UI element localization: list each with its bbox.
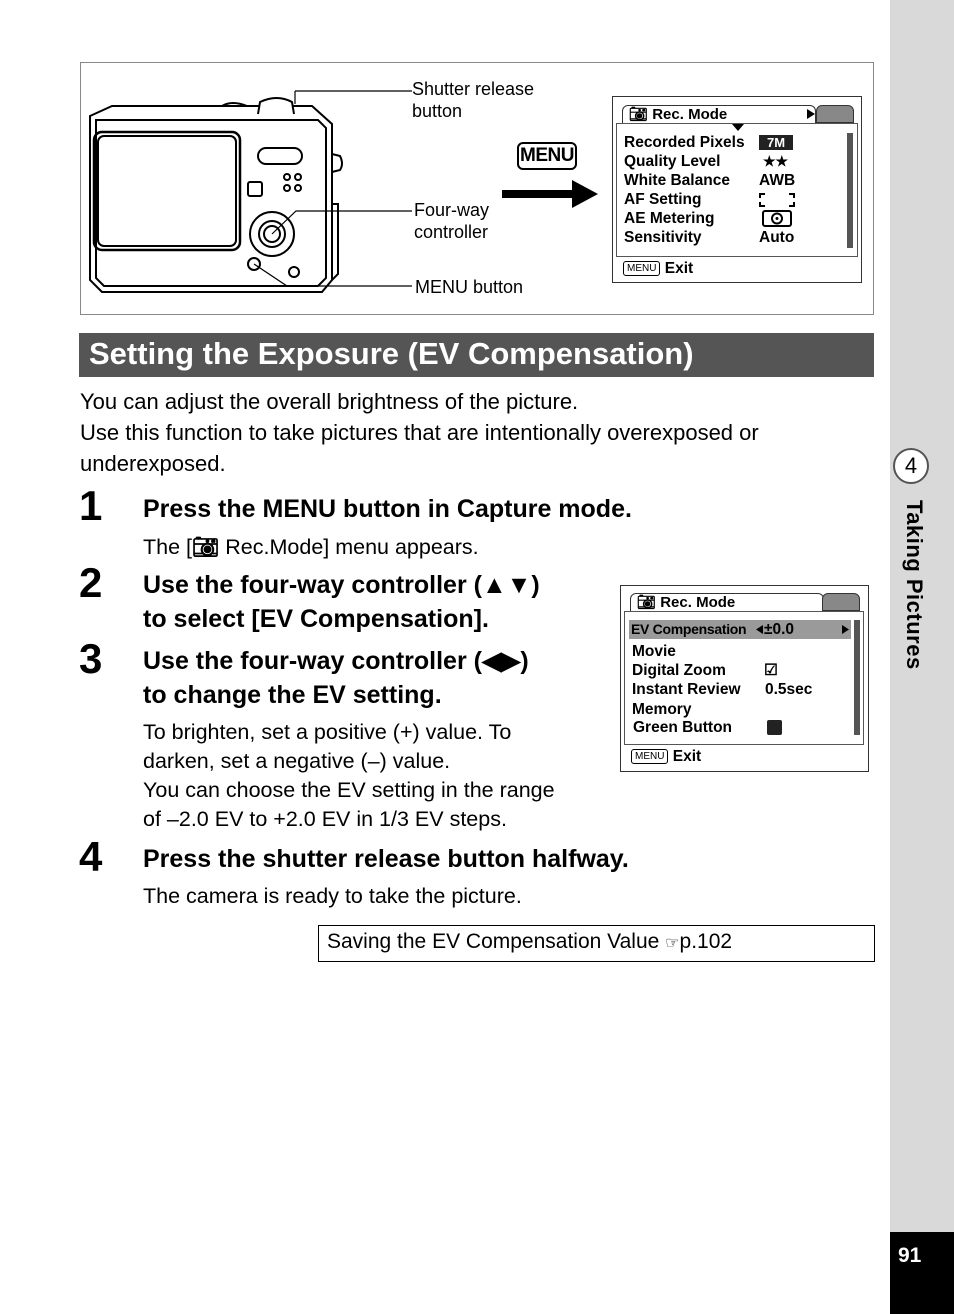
menu-key-icon: MENU — [631, 749, 668, 764]
step-title: to select [EV Compensation]. — [143, 605, 489, 633]
ev-compensation-label: EV Compensation — [631, 621, 747, 637]
af-frame-icon — [759, 193, 795, 207]
shutter-release-label-line1: Shutter release — [412, 79, 535, 99]
scrollbar — [854, 620, 860, 735]
page-reference-icon: ☞ — [665, 935, 680, 952]
camera-icon: 📷︎ — [629, 106, 649, 123]
green-button-icon — [767, 720, 782, 735]
step-number: 1 — [79, 482, 103, 529]
menu-key-icon: MENU — [623, 261, 660, 276]
step-title: Press the MENU button in Capture mode. — [143, 495, 632, 523]
setup-tab-wrench-icon — [822, 593, 860, 611]
page-number: 91 — [898, 1244, 922, 1267]
menu-item-label: AE Metering — [624, 210, 715, 227]
step-title: to change the EV setting. — [143, 681, 442, 709]
menu-button-label: MENU button — [415, 277, 524, 297]
intro-line: underexposed. — [80, 451, 226, 476]
four-way-label-line1: Four-way — [414, 200, 490, 220]
setup-tab-wrench-icon — [816, 105, 854, 123]
instant-review-value: 0.5sec — [765, 681, 813, 698]
rec-mode-tab: 📷︎ Rec. Mode — [622, 105, 816, 123]
digital-zoom-checkbox-icon: ☑ — [764, 662, 778, 679]
camera-icon: 📷︎ — [637, 594, 657, 611]
white-balance-value: AWB — [759, 172, 796, 189]
exit-label: Exit — [672, 748, 702, 765]
quality-level-value: ★★ — [763, 153, 789, 169]
menu-item-label: Memory — [632, 701, 692, 718]
triangle-right-icon — [807, 109, 815, 119]
menu-item-label: Recorded Pixels — [624, 134, 745, 151]
step-number: 2 — [79, 559, 103, 606]
shutter-release-label-line2: button — [412, 101, 463, 121]
step-number: 3 — [79, 635, 103, 682]
rec-mode-menu-screen-1 — [612, 96, 862, 283]
chapter-number: 4 — [893, 448, 929, 484]
chapter-title: Taking Pictures — [902, 500, 927, 670]
camera-icon: 📷︎ — [192, 535, 220, 559]
reference-text: Saving the EV Compensation Value ☞p.102 — [327, 930, 733, 953]
ev-compensation-value: ±0.0 — [764, 621, 795, 638]
step-title: Use the four-way controller (▲▼) — [143, 571, 540, 599]
camera-illustration — [82, 84, 432, 300]
multi-segment-metering-icon — [762, 210, 792, 227]
arrow-right-icon — [502, 180, 598, 208]
intro-line: You can adjust the overall brightness of the picture. — [80, 389, 579, 414]
step-title: Use the four-way controller (◀▶) — [143, 647, 529, 675]
recorded-pixels-value: 7M — [759, 135, 793, 150]
menu-item-label: Sensitivity — [624, 229, 702, 246]
rec-mode-tab: 📷︎ Rec. Mode — [630, 593, 824, 611]
menu-item-label: Instant Review — [632, 681, 741, 698]
menu-item-label: Digital Zoom — [632, 662, 726, 679]
rec-mode-menu-screen-2 — [620, 585, 869, 772]
reference-page-link[interactable]: p.102 — [679, 930, 733, 953]
exit-label: Exit — [664, 260, 694, 277]
step-title: Press the shutter release button halfway. — [143, 845, 629, 873]
four-way-label-line2: controller — [414, 222, 489, 242]
step-body: darken, set a negative (–) value. — [143, 749, 451, 773]
step-body: You can choose the EV setting in the range — [143, 778, 555, 802]
scrollbar — [847, 133, 853, 248]
menu-item-label: White Balance — [624, 172, 730, 189]
menu-item-label: Quality Level — [624, 153, 721, 170]
intro-line: Use this function to take pictures that are intentionally overexposed or — [80, 420, 759, 445]
menu-key-icon: MENU — [517, 142, 577, 170]
step-body: The [📷︎ Rec.Mode] menu appears. — [143, 535, 479, 559]
menu-item-label: AF Setting — [624, 191, 702, 208]
menu-item-label: Green Button — [633, 719, 733, 736]
step-body: The camera is ready to take the picture. — [143, 884, 522, 908]
triangle-right-icon — [842, 625, 849, 634]
triangle-left-icon — [756, 625, 763, 634]
step-number: 4 — [79, 833, 103, 880]
menu-item-label: Movie — [632, 643, 676, 660]
step-body: of –2.0 EV to +2.0 EV in 1/3 EV steps. — [143, 807, 507, 831]
step-body: To brighten, set a positive (+) value. To — [143, 720, 512, 744]
sensitivity-value: Auto — [759, 229, 795, 246]
section-heading: Setting the Exposure (EV Compensation) — [89, 336, 694, 371]
